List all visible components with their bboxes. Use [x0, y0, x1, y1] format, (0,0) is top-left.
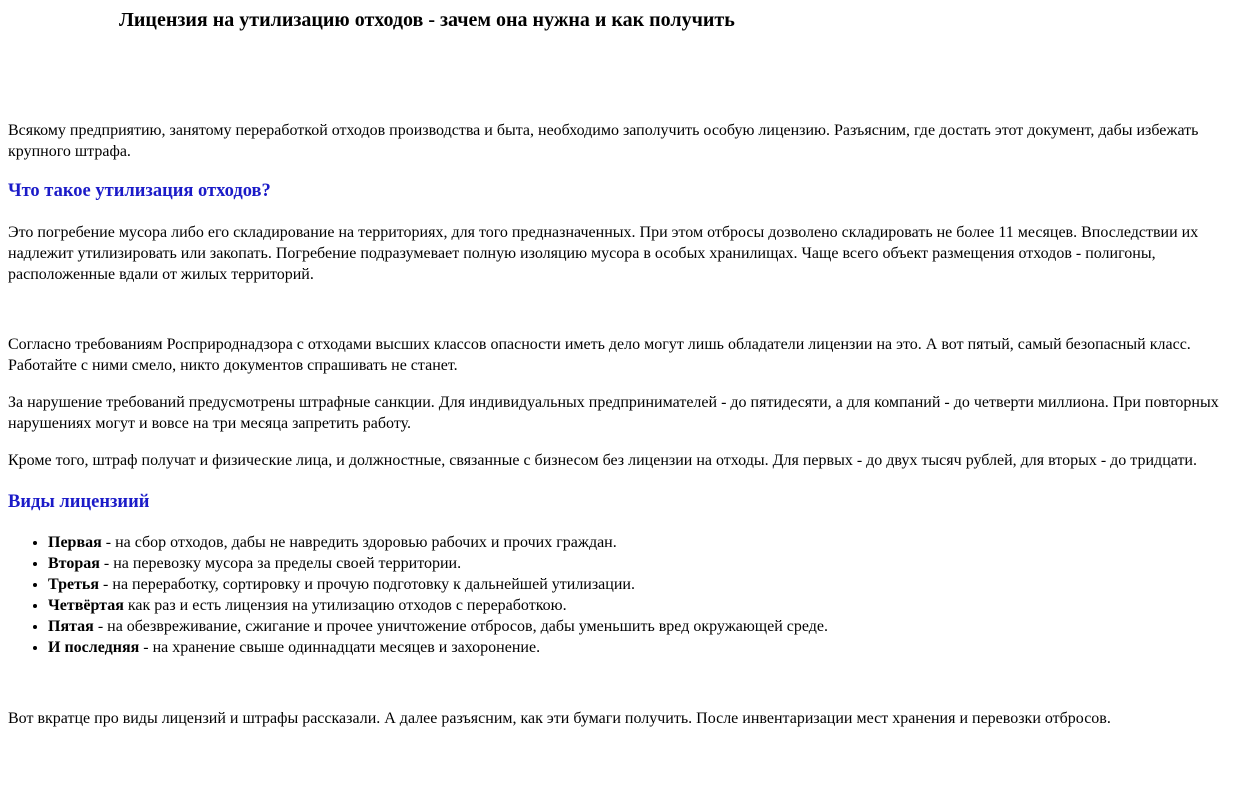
license-type-description: - на обезвреживание, сжигание и прочее уничтожение отбросов, дабы уменьшить вред окружающей среде. — [93, 618, 829, 635]
paragraph-definition: Это погребение мусора либо его складирование на территориях, для того предназначенных. При этом отбросы дозволено складировать не более 11 месяцев. Впоследствии их надлежит утилизировать или закопать. Погребение подразумевает полную изоляцию мусора в особых хранилищах. Чаще всего объект размещения отходов - полигоны, расположенные вдали от жилых территорий. — [8, 224, 1199, 283]
license-types-list — [8, 532, 1232, 658]
section-heading-license-types: Виды лицензиий — [8, 492, 150, 512]
list-item-license-6 — [48, 637, 1232, 658]
paragraph-fines-individuals: Кроме того, штраф получат и физические лица, и должностные, связанные с бизнесом без лицензии на отходы. Для первых - до двух тысяч рублей, для вторых - до тридцати. — [8, 452, 1197, 469]
paragraph-fines-companies: За нарушение требований предусмотрены штрафные санкции. Для индивидуальных предпринимателей - до пятидесяти, а для компаний - до четверти миллиона. При повторных нарушениях могут и вовсе на три месяца запретить работу. — [8, 394, 1219, 432]
list-item-license-1 — [48, 532, 1232, 553]
list-item-license-2 — [48, 553, 1232, 574]
license-type-description: - на сбор отходов, дабы не навредить здоровью рабочих и прочих граждан. — [101, 534, 617, 551]
intro-paragraph: Всякому предприятию, занятому переработкой отходов производства и быта, необходимо заполучить особую лицензию. Разъясним, где достать этот документ, дабы избежать крупного штрафа. — [8, 122, 1199, 160]
outro-paragraph: Вот вкратце про виды лицензий и штрафы рассказали. А далее разъясним, как эти бумаги получить. После инвентаризации мест хранения и перевозки отбросов. — [8, 710, 1111, 727]
license-type-description: как раз и есть лицензия на утилизацию отходов с переработкою. — [123, 597, 567, 614]
license-type-name: Третья — [48, 576, 100, 593]
section-heading-what-is-utilization: Что такое утилизация отходов? — [8, 181, 271, 201]
list-item-license-3 — [48, 574, 1232, 595]
list-item-license-4 — [48, 595, 1232, 616]
license-type-description: - на переработку, сортировку и прочую подготовку к дальнейшей утилизации. — [99, 576, 635, 593]
license-type-name: Вторая — [48, 555, 100, 572]
license-type-description: - на хранение свыше одиннадцати месяцев и захоронение. — [139, 639, 541, 656]
license-type-name: Четвёртая — [48, 597, 124, 614]
license-type-name: Первая — [48, 534, 102, 551]
article-page — [8, 8, 1232, 729]
page-title: Лицензия на утилизацию отходов - зачем она нужна и как получить — [119, 9, 735, 31]
license-type-name: Пятая — [48, 618, 94, 635]
license-type-name: И последняя — [48, 639, 140, 656]
paragraph-rosprirodnadzor: Согласно требованиям Росприроднадзора с отходами высших классов опасности иметь дело могут лишь обладатели лицензии на это. А вот пятый, самый безопасный класс. Работайте с ними смело, никто документов спрашивать не станет. — [8, 336, 1191, 374]
list-item-license-5 — [48, 616, 1232, 637]
license-type-description: - на перевозку мусора за пределы своей территории. — [99, 555, 462, 572]
